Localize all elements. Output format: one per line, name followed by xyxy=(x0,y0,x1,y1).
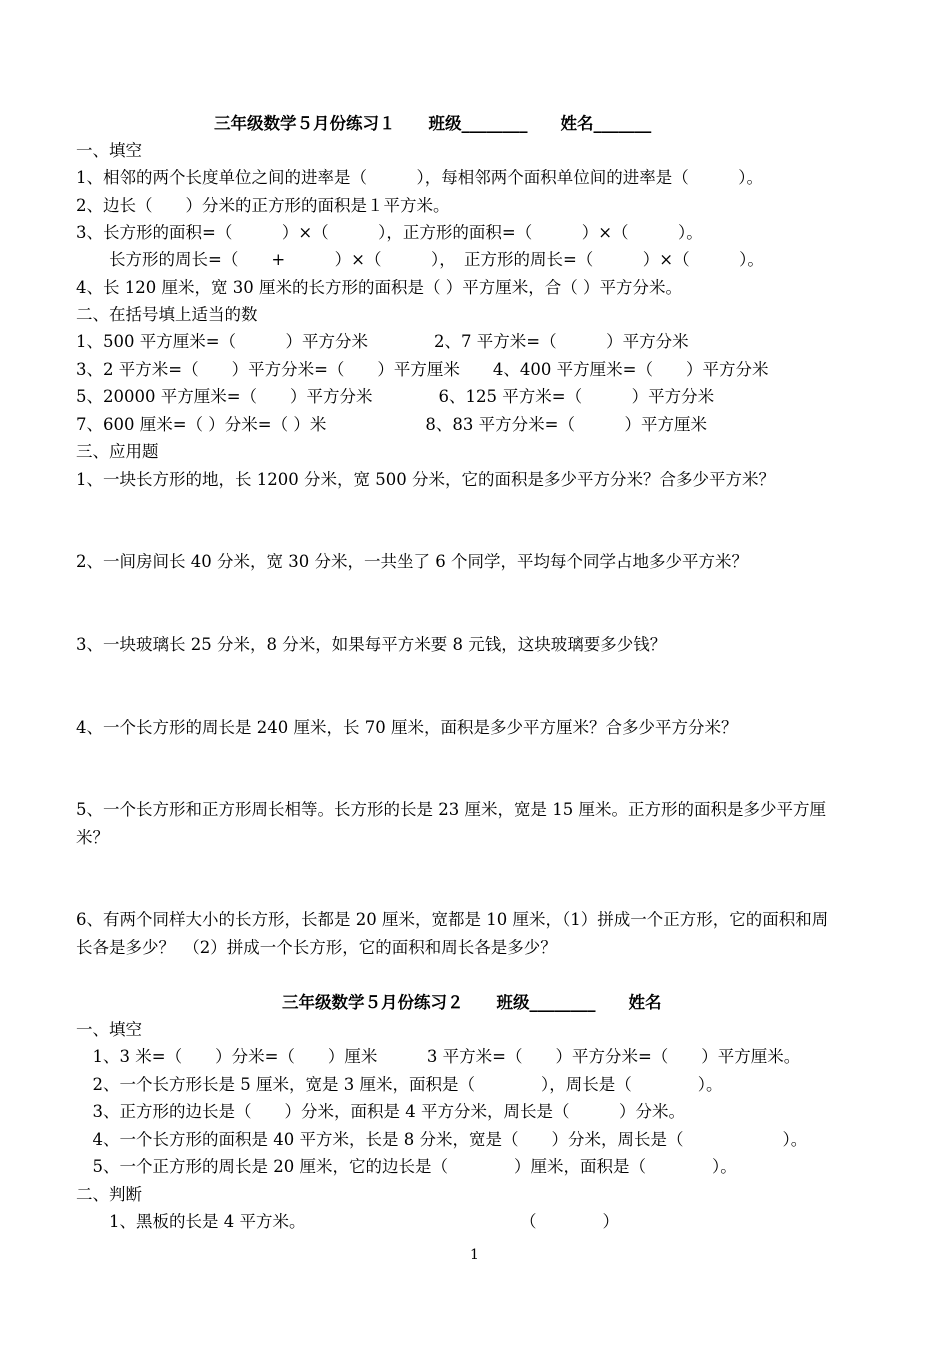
ex1-problem-5: 5、一个长方形和正方形周长相等。长方形的长是 23 厘米，宽是 15 厘米。正方形的面积是多少平方厘 xyxy=(76,800,826,819)
ex1-fill-1: 1、相邻的两个长度单位之间的进率是（ ），每相邻两个面积单位间的进率是（ ）。 xyxy=(76,168,763,187)
ex1-problem-6: 6、有两个同样大小的长方形，长都是 20 厘米，宽都是 10 厘米，（1）拼成一个正方形，它的面积和周 xyxy=(76,910,829,929)
ex1-fill-3: 3、长方形的面积=（ ）×（ ），正方形的面积=（ ）×（ ）。 xyxy=(76,223,703,242)
ex1-problem-2: 2、一间房间长 40 分米，宽 30 分米，一共坐了 6 个同学，平均每个同学占地多少平方米？ xyxy=(76,552,748,571)
ex2-judge-1: 1、黑板的长是 4 平方米。 （ ） xyxy=(76,1212,619,1231)
ex1-problem-4: 4、一个长方形的周长是 240 厘米，长 70 厘米，面积是多少平方厘米？合多少平方分米？ xyxy=(76,718,738,737)
ex2-fill-2: 2、一个长方形长是 5 厘米，宽是 3 厘米，面积是（ ），周长是（ ）。 xyxy=(76,1075,723,1094)
ex1-fill-2: 2、边长（ ）分米的正方形的面积是１平方米。 xyxy=(76,196,450,215)
page-number: 1 xyxy=(470,1247,479,1263)
ex2-fill-5: 5、一个正方形的周长是 20 厘米，它的边长是（ ）厘米，面积是（ ）。 xyxy=(76,1157,737,1176)
ex2-section-judge-heading: 二、判断 xyxy=(76,1185,142,1204)
ex1-section-conversion-heading: 二、在括号填上适当的数 xyxy=(76,305,258,324)
ex1-problem-1: 1、一块长方形的地，长 1200 分米，宽 500 分米，它的面积是多少平方分米？合多少平方米？ xyxy=(76,470,775,489)
ex1-section-fill-heading: 一、填空 xyxy=(76,141,142,160)
ex1-section-problems-heading: 三、应用题 xyxy=(76,442,159,461)
ex1-conversion-row-1: 1、500 平方厘米=（ ）平方分米 2、7 平方米=（ ）平方分米 xyxy=(76,332,689,351)
exercise2-title: 三年级数学５月份练习２ 班级________ 姓名 xyxy=(282,993,662,1012)
ex1-fill-4: 4、长 120 厘米，宽 30 厘米的长方形的面积是（ ）平方厘米，合（ ）平方分米。 xyxy=(76,278,682,297)
ex1-problem-3: 3、一块玻璃长 25 分米，8 分米，如果每平方米要 8 元钱，这块玻璃要多少钱？ xyxy=(76,635,667,654)
ex1-conversion-row-4: 7、600 厘米=（ ）分米=（ ）米 8、83 平方分米=（ ）平方厘米 xyxy=(76,415,707,434)
ex1-problem-5-cont: 米？ xyxy=(76,828,109,847)
ex2-section-fill-heading: 一、填空 xyxy=(76,1020,142,1039)
ex1-conversion-row-3: 5、20000 平方厘米=（ ）平方分米 6、125 平方米=（ ）平方分米 xyxy=(76,387,715,406)
ex2-fill-1: 1、3 米=（ ）分米=（ ）厘米 3 平方米=（ ）平方分米=（ ）平方厘米。 xyxy=(76,1047,801,1066)
ex2-fill-4: 4、一个长方形的面积是 40 平方米，长是 8 分米，宽是（ ）分米，周长是（ ）。 xyxy=(76,1130,808,1149)
ex1-conversion-row-2: 3、2 平方米=（ ）平方分米=（ ）平方厘米 4、400 平方厘米=（ ）平方分米 xyxy=(76,360,769,379)
exercise1-title: 三年级数学５月份练习１ 班级________ 姓名_______ xyxy=(214,114,652,133)
ex2-fill-3: 3、正方形的边长是（ ）分米，面积是 4 平方分米，周长是（ ）分米。 xyxy=(76,1102,685,1121)
ex1-fill-3b: 长方形的周长=（ + ）×（ ）， 正方形的周长=（ ）×（ ）。 xyxy=(76,250,764,269)
ex1-problem-6-cont: 长各是多少？ （2）拼成一个长方形，它的面积和周长各是多少？ xyxy=(76,938,557,957)
